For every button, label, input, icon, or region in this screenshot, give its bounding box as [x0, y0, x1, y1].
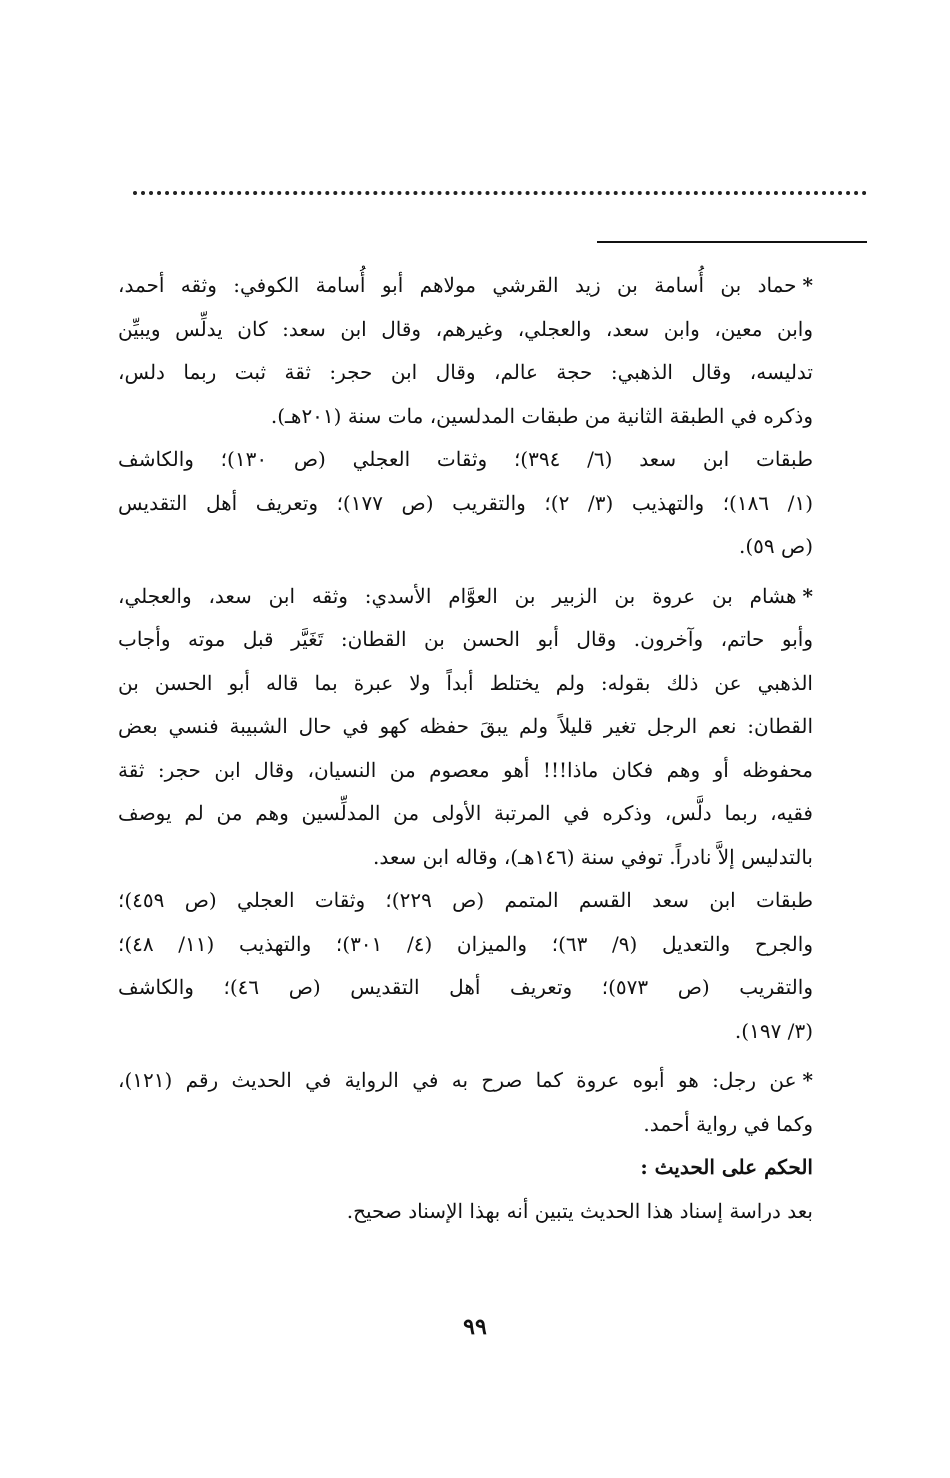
text-line: وذكره في الطبقة الثانية من طبقات المدلسين، مات سنة (٢٠١هـ). [270, 403, 813, 428]
narrator-refs-hammad [118, 438, 813, 569]
text-line: تدليسه، وقال الذهبي: حجة عالم، وقال ابن حجر: ثقة ثبت ربما دلس، [118, 360, 813, 384]
text-line: محفوظه أو وهم فكان ماذا!!! أهو معصوم من النسيان، وقال ابن حجر: ثقة [118, 757, 813, 782]
text-line: (ص ٥٩). [739, 534, 813, 558]
text-line: القطان: نعم الرجل تغير قليلاً ولم يبقَ حفظه كهو في حال الشبيبة فنسي بعض [118, 714, 813, 738]
text-line: طبقات ابن سعد (٦/ ٣٩٤)؛ وثقات العجلي (ص ١٣٠)؛ والكاشف [118, 447, 813, 471]
text-line: طبقات ابن سعد القسم المتمم (ص ٢٢٩)؛ وثقات العجلي (ص ٤٥٩)؛ [118, 888, 813, 912]
narrator-bio-rajul [118, 1059, 813, 1146]
ruling-text [118, 1190, 813, 1234]
page-body [118, 264, 813, 1233]
text-line: بعد دراسة إسناد هذا الحديث يتبين أنه بهذا الإسناد صحيح. [346, 1198, 813, 1223]
text-line: فقيه، ربما دلَّس، وذكره في المرتبة الأولى من المدلِّسين وهم من لم يوصف [118, 801, 813, 825]
footnote-separator-line [597, 241, 867, 243]
text-line: وأبو حاتم، وآخرون. وقال أبو الحسن بن القطان: تَغَيَّر قبل موته وأجاب [118, 627, 813, 651]
text-line: (٣/ ١٩٧). [734, 1018, 813, 1043]
text-line: والتقريب (ص ٥٧٣)؛ وتعريف أهل التقديس (ص ٤٦)؛ والكاشف [118, 975, 813, 999]
narrator-bio-hisham [118, 575, 813, 880]
text-line: وكما في رواية أحمد. [643, 1111, 813, 1136]
narrator-refs-hisham [118, 879, 813, 1053]
bullet-star-icon: * [802, 583, 813, 608]
narrator-bio-hammad [118, 264, 813, 438]
text-line: الذهبي عن ذلك بقوله: ولم يختلط أبداً ولا عبرة بما قاله أبو الحسن بن [118, 670, 813, 695]
text-line: *عن رجل: هو أبوه عروة كما صرح به في الرواية في الحديث رقم (١٢١)، [118, 1068, 813, 1092]
text-line: (١/ ١٨٦)؛ والتهذيب (٣/ ٢)؛ والتقريب (ص ١٧٧)؛ وتعريف أهل التقديس [118, 490, 813, 515]
text-line: *حماد بن أُسامة بن زيد القرشي مولاهم أبو أُسامة الكوفي: وثقه أحمد، [118, 273, 813, 297]
bullet-star-icon: * [802, 273, 813, 297]
text-line: وابن معين، وابن سعد، والعجلي، وغيرهم، وقال ابن سعد: كان يدلِّس ويبيِّن [118, 316, 813, 341]
dotted-separator [133, 191, 867, 195]
text-line: بالتدليس إلاَّ نادراً. توفي سنة (١٤٦هـ)، وقاله ابن سعد. [373, 844, 813, 869]
page-number: ٩٩ [463, 1314, 487, 1340]
text-line: والجرح والتعديل (٩/ ٦٣)؛ والميزان (٤/ ٣٠١)؛ والتهذيب (١١/ ٤٨)؛ [118, 931, 813, 956]
bullet-star-icon: * [802, 1068, 813, 1092]
ruling-heading: الحكم على الحديث : [640, 1155, 813, 1179]
text-line: *هشام بن عروة بن الزبير بن العوَّام الأسدي: وثقه ابن سعد، والعجلي، [118, 583, 813, 608]
